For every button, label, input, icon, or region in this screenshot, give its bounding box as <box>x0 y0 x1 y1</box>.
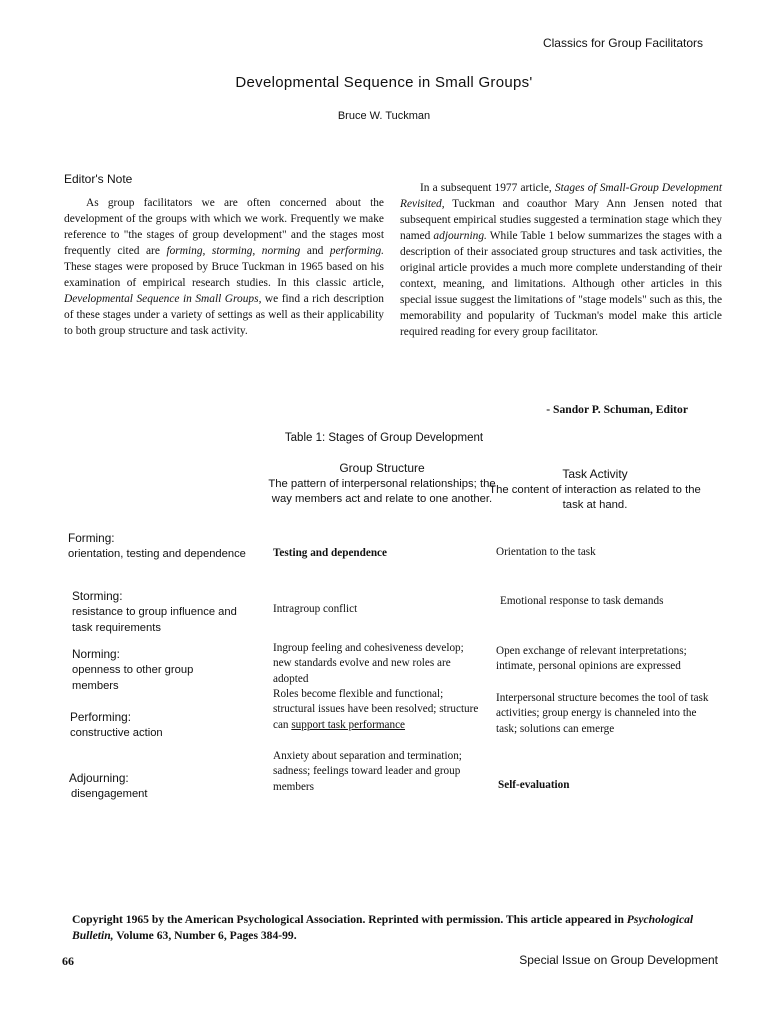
stage-description: constructive action <box>70 727 163 739</box>
performing-group-structure <box>273 687 485 733</box>
task-activity-description: The content of interaction as related to the task at hand. <box>489 484 701 511</box>
text-span: Tuckman and coauthor Mary Ann Jensen noted that subsequent empirical studies suggested a termination stage which they named <box>400 198 722 242</box>
editors-note-heading: Editor's Note <box>64 172 133 186</box>
copyright-notice <box>72 912 732 944</box>
forming-group-structure: Testing and dependence <box>273 547 387 559</box>
text-span: we find a rich description of these stages under a variety of settings as well as their applicability to both group structure and task activity. <box>64 293 384 337</box>
text-span: Roles become flexible and functional; structural issues have been resolved; structure can <box>273 688 479 731</box>
performing-italic: performing. <box>329 245 384 257</box>
author-name: Bruce W. Tuckman <box>337 110 431 122</box>
forming-task-activity: Orientation to the task <box>496 546 596 558</box>
text-span: As group facilitators we are often concerned about the development of the groups with which we work. Frequently we make reference to "the stages of group development" and the stages most frequently cited are <box>64 197 384 257</box>
journal-italic: Psychological Bulletin, <box>72 913 694 942</box>
article-title: Developmental Sequence in Small Groups' <box>235 74 533 91</box>
editor-signature: - Sandor P. Schuman, Editor <box>546 403 688 416</box>
task-activity-heading: Task Activity <box>562 467 628 481</box>
storming-group-structure: Intragroup conflict <box>273 603 358 615</box>
text-span: Volume 63, Number 6, Pages 384-99. <box>113 929 297 942</box>
group-structure-header <box>262 461 502 507</box>
stage-description: openness to other group members <box>72 664 194 692</box>
adjourning-group-structure: Anxiety about separation and termination; sadness; feelings toward leader and group members <box>273 750 462 793</box>
performing-task-activity: Interpersonal structure becomes the tool of task activities; group energy is channeled into the task; solutions can emerge <box>496 692 709 735</box>
stage-norming <box>72 646 242 694</box>
task-activity-header <box>484 467 706 513</box>
stage-name: Storming: <box>72 589 123 603</box>
stage-name: Performing: <box>70 710 131 724</box>
group-structure-description: The pattern of interpersonal relationships; the way members act and relate to one another. <box>268 478 496 505</box>
norming-task-activity: Open exchange of relevant interpretations; intimate, personal opinions are expressed <box>496 645 687 673</box>
stage-name: Norming: <box>72 647 120 661</box>
page-number: 66 <box>62 954 74 968</box>
article-italic: Developmental Sequence in Small Groups, <box>64 293 262 305</box>
text-span: In a subsequent 1977 article, <box>420 182 555 194</box>
table-title: Table 1: Stages of Group Development <box>284 432 484 444</box>
underlined-text: support task performance <box>291 718 406 731</box>
stage-forming <box>68 530 258 562</box>
article-italic: Stages of Small-Group Development Revisited, <box>400 182 722 210</box>
group-structure-heading: Group Structure <box>339 461 425 475</box>
norming-group-structure: Ingroup feeling and cohesiveness develop; new standards evolve and new roles are adopted <box>273 642 464 685</box>
running-head: Classics for Group Facilitators <box>542 36 703 50</box>
stage-storming <box>72 588 258 636</box>
stage-description: resistance to group influence and task requirements <box>72 606 237 634</box>
stage-adjourning <box>69 770 259 802</box>
text-span: While Table 1 below summarizes the stages with a description of their associated group structures and task activities, the original article provides a much more complete understanding of their context, meaning, and limitations. Although other articles in this special issue suggest the limitations of "stage models" such as this, the memorability and popularity of Tuckman's model make this article required reading for every group facilitator. <box>400 230 722 338</box>
stage-performing <box>70 709 260 741</box>
text-span: Copyright 1965 by the American Psychological Association. Reprinted with permission. This article appeared in <box>72 913 627 926</box>
adjourning-italic: adjourning. <box>433 230 487 242</box>
text-span: and <box>300 245 330 257</box>
adjourning-task-activity: Self-evaluation <box>498 779 570 791</box>
stage-description: orientation, testing and dependence <box>68 548 246 560</box>
editors-note-right-paragraph <box>400 180 722 340</box>
storming-task-activity: Emotional response to task demands <box>500 595 664 607</box>
stages-italic: forming, storming, norming <box>166 245 301 257</box>
footer-issue-title: Special Issue on Group Development <box>519 953 718 967</box>
stage-description: disengagement <box>71 788 148 800</box>
stage-name: Forming: <box>68 531 115 545</box>
text-span: These stages were proposed by Bruce Tuckman in 1965 based on his examination of empirical research studies. In this classic article, <box>64 261 384 289</box>
editors-note-left-paragraph <box>64 195 384 339</box>
stage-name: Adjourning: <box>69 771 129 785</box>
